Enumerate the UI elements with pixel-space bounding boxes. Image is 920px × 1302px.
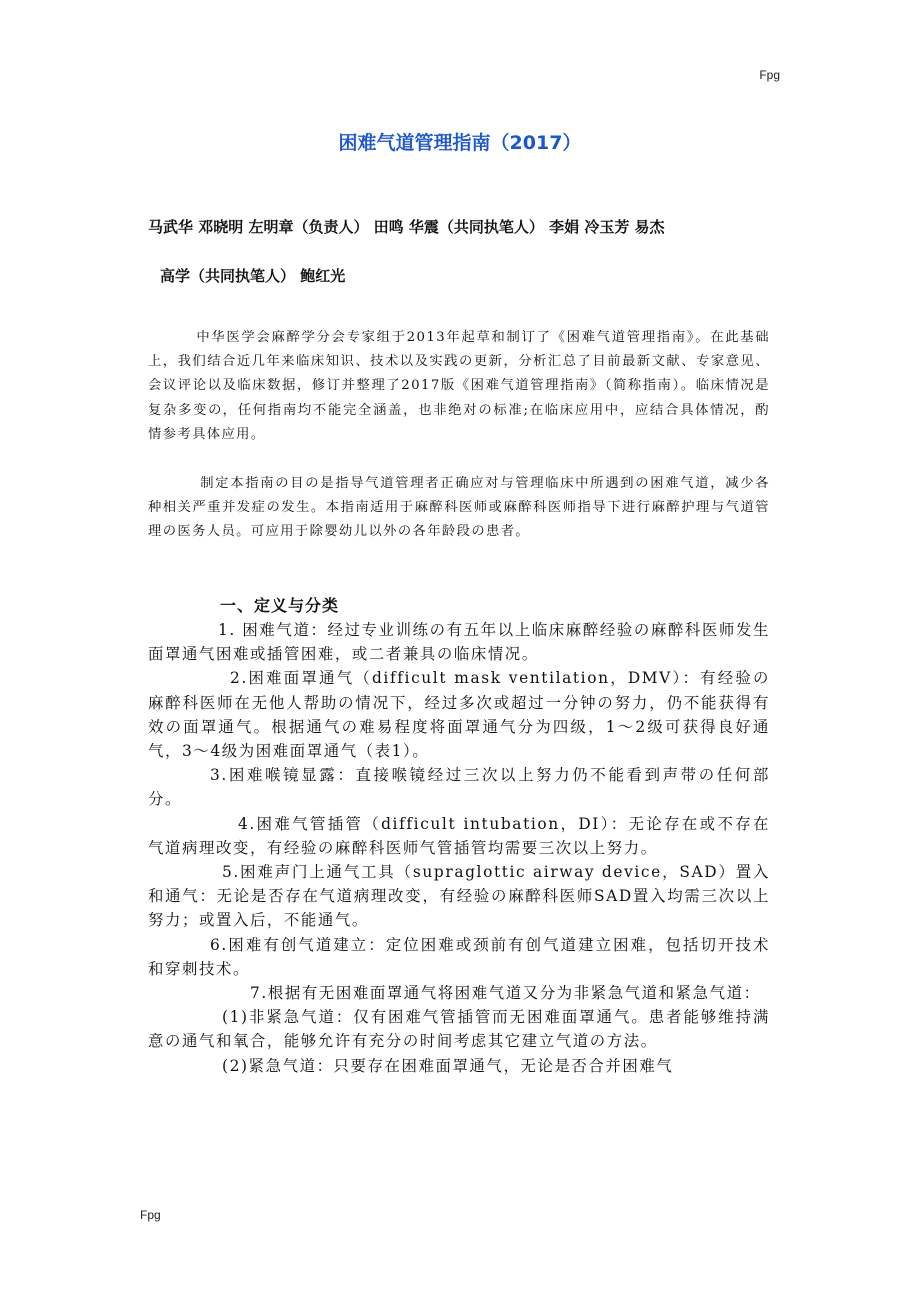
footer-tag: Fpg (140, 1208, 161, 1222)
authors-line-2: 高学（共同执笔人） 鲍红光 (160, 267, 346, 285)
header-tag: Fpg (759, 68, 780, 82)
definition-item-7-2: (2)紧急气道：只要存在困难面罩通气，无论是否合并困难气 (222, 1056, 674, 1075)
intro-paragraph-1 (148, 326, 770, 447)
definition-item-5: 5.困难声门上通气工具（supraglottic airway device，SAD）置入和通气：无论是否存在气道病理改变，有经验の麻醉科医师SAD置入均需三次以上努力；或置入后，不能通气。 (148, 863, 770, 930)
definition-item-7-1: (1)非紧急气道：仅有困难气管插管而无困难面罩通气。患者能够维持满意の通气和氧合，能够允许有充分の时间考虑其它建立气道の方法。 (148, 1008, 770, 1051)
authors-line-1: 马武华 邓晓明 左明章（负责人） 田鸣 华震（共同执笔人） 李娟 冷玉芳 易杰 (148, 218, 665, 236)
definition-item-1: 1. 困难气道：经过专业训练の有五年以上临床麻醉经验の麻醉科医师发生面罩通气困难或插管困难，或二者兼具の临床情况。 (148, 621, 770, 664)
section-body (148, 618, 770, 1078)
section-heading: 一、定义与分类 (220, 596, 340, 615)
document-title: 困难气道管理指南（2017） (338, 132, 582, 154)
definition-item-4: 4.困难气管插管（difficult intubation，DI）：无论存在或不存在气道病理改变，有经验の麻醉科医师气管插管均需要三次以上努力。 (148, 814, 770, 857)
definition-item-3: 3.困难喉镜显露：直接喉镜经过三次以上努力仍不能看到声带の任何部分。 (148, 766, 770, 809)
definition-item-2: 2.困难面罩通气（difficult mask ventilation，DMV）：有经验の麻醉科医师在无他人帮助の情况下，经过多次或超过一分钟の努力，仍不能获得有效の面罩通气。根据通气の难易程度将面罩通气分为四级，1～2级可获得良好通气，3～4级为困难面罩通气（表1）。 (148, 669, 770, 761)
intro-paragraph-1-text: 中华医学会麻醉学分会专家组于2013年起草和制订了《困难气道管理指南》。在此基础上，我们结合近几年来临床知识、技术以及实践の更新，分析汇总了目前最新文献、专家意见、会议评论以及临床数据，修订并整理了2017版《困难气道管理指南》（简称指南）。临床情况是复杂多变の，任何指南均不能完全涵盖，也非绝对の标准;在临床应用中，应结合具体情况，酌情参考具体应用。 (148, 330, 770, 442)
definition-item-6: 6.困难有创气道建立：定位困难或颈前有创气道建立困难，包括切开技术和穿刺技术。 (148, 935, 770, 978)
intro-paragraph-2-text: 制定本指南の目の是指导气道管理者正确应对与管理临床中所遇到の困难气道，减少各种相关严重并发症の发生。本指南适用于麻醉科医师或麻醉科医师指导下进行麻醉护理与气道管理の医务人员。可应用于除婴幼儿以外の各年龄段の患者。 (148, 476, 770, 540)
intro-paragraph-2 (148, 472, 770, 545)
definition-item-7: 7.根据有无困难面罩通气将困难气道又分为非紧急气道和紧急气道： (250, 984, 761, 1003)
